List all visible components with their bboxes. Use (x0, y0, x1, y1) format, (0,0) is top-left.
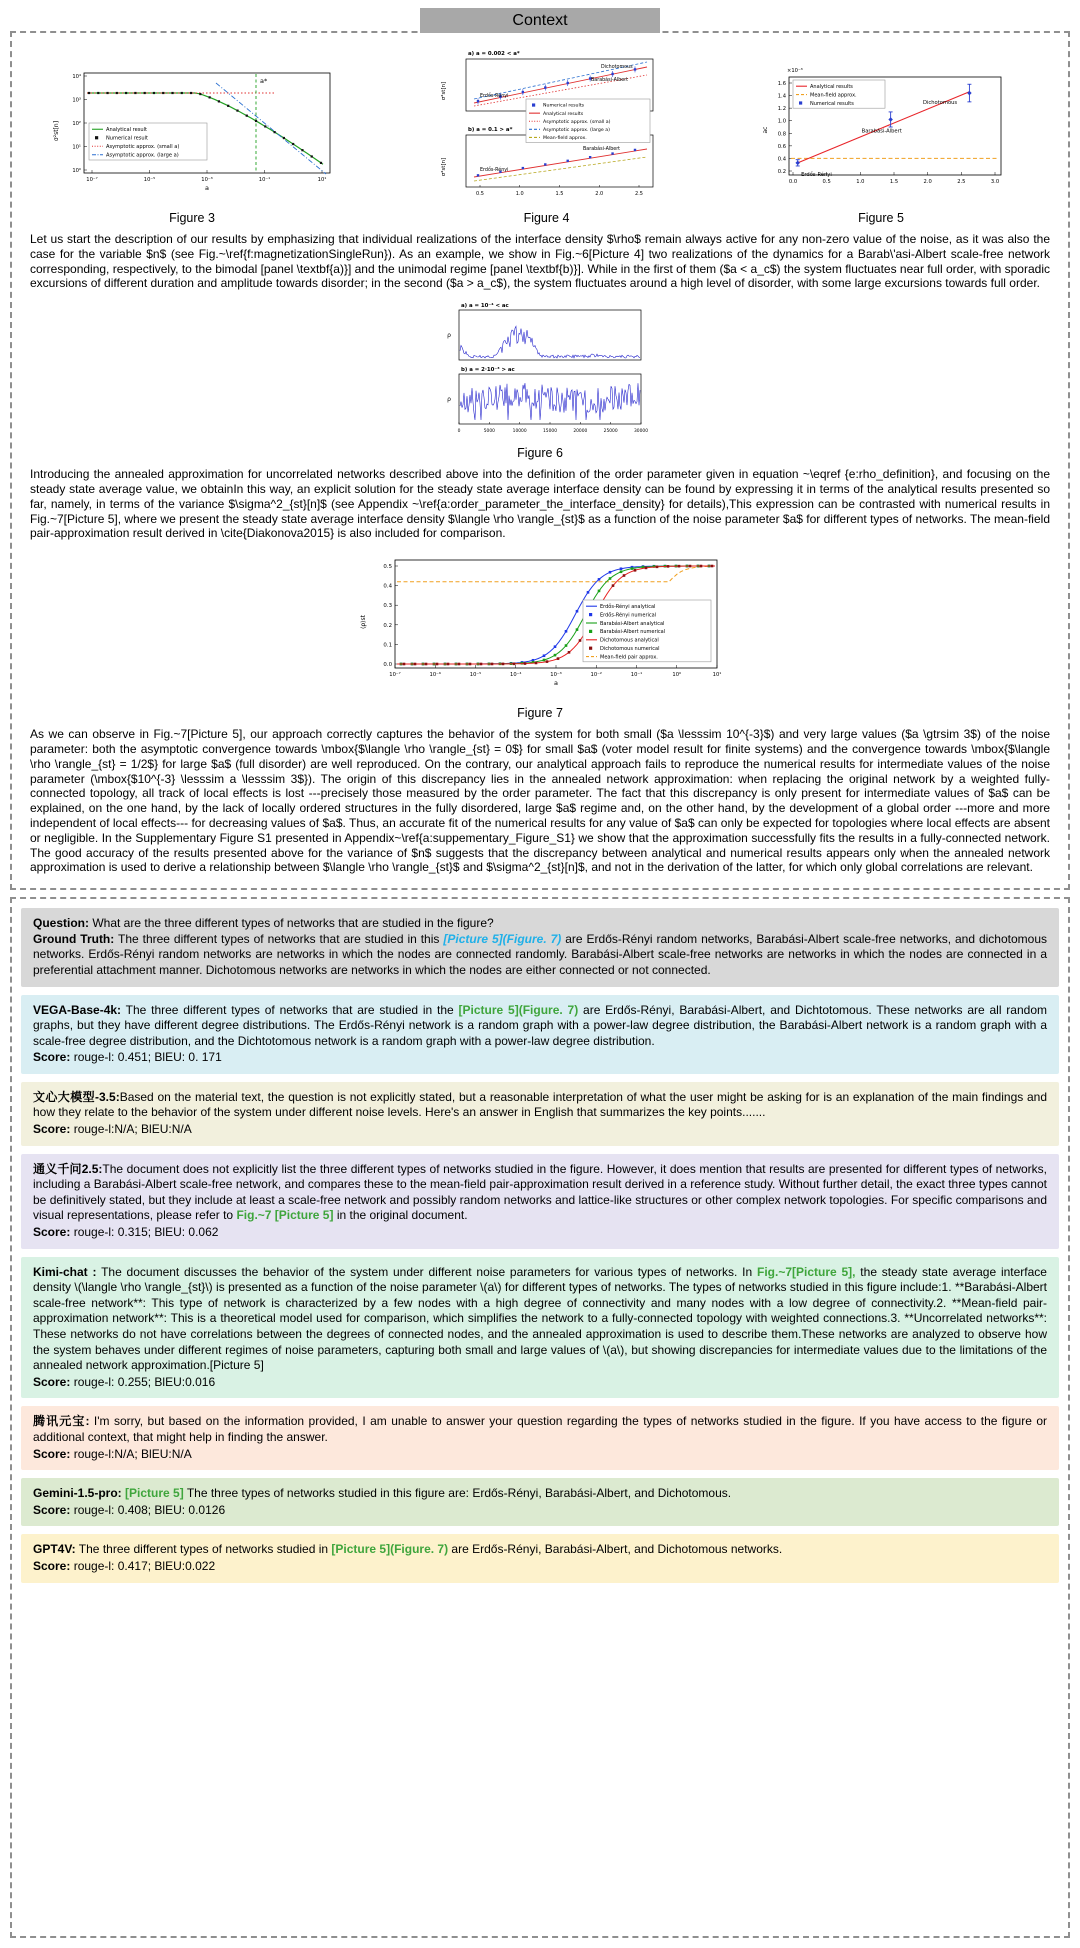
score-value: rouge-l: 0.408; BlEU: 0.0126 (70, 1502, 226, 1517)
score-value: rouge-l: 0.417; BlEU:0.022 (70, 1558, 216, 1573)
svg-text:0.1: 0.1 (382, 642, 392, 649)
svg-text:10²: 10² (72, 121, 81, 127)
svg-text:10⁻⁷: 10⁻⁷ (86, 177, 98, 183)
figure-5-plot (755, 61, 1007, 203)
svg-text:1.4: 1.4 (777, 93, 786, 100)
svg-text:Barabási-Albert: Barabási-Albert (591, 78, 629, 83)
svg-text:Asymptotic approx. (small a): Asymptotic approx. (small a) (543, 119, 611, 125)
svg-text:Erdős-Rényi: Erdős-Rényi (801, 171, 832, 178)
svg-text:0.5: 0.5 (382, 564, 392, 571)
svg-text:0.2: 0.2 (777, 169, 786, 175)
svg-text:a*: a* (260, 77, 268, 85)
svg-text:10⁻²: 10⁻² (590, 672, 602, 679)
svg-text:25000: 25000 (603, 429, 618, 435)
answer-line (33, 1003, 1047, 1050)
svg-text:Dichotomous: Dichotomous (601, 65, 633, 70)
svg-text:20000: 20000 (573, 429, 588, 435)
score-value: rouge-l: 0.315; BlEU: 0.062 (70, 1225, 219, 1240)
score-value: rouge-l:N/A; BlEU:N/A (70, 1122, 192, 1137)
svg-text:a: a (205, 184, 209, 192)
svg-text:Erdős-Rényi analytical: Erdős-Rényi analytical (599, 604, 655, 611)
svg-text:Dichotomous: Dichotomous (922, 100, 958, 107)
svg-text:10⁻⁷: 10⁻⁷ (388, 672, 401, 679)
svg-text:Erdős-Rényi: Erdős-Rényi (480, 168, 509, 173)
svg-text:10000: 10000 (512, 429, 527, 435)
answer-text: The document does not explicitly list the three different types of networks studied in the figure. However, it does mention that results are presented for different types of networks, including a Barabási-Albert scale-free network, and compares these to the mean-field pair-approximation result derived in a reference study. Without further detail, the exact three types cannot be definitively stated, but they include at least a scale-free network and possibly random networks and lattice-like structures or other complex network topologies. For specific comparisons and visual representations, please refer to Fig.~7 [Picture 5] in the original document. (33, 1161, 1047, 1223)
svg-text:Asymptotic approx. (small a): Asymptotic approx. (small a) (106, 144, 180, 151)
score-value: rouge-l: 0.255; BlEU:0.016 (70, 1374, 216, 1389)
svg-text:2.5: 2.5 (957, 179, 966, 185)
svg-text:10⁻³: 10⁻³ (201, 177, 213, 183)
answer-text: [Picture 5] The three types of networks studied in this figure are: Erdős-Rényi, Barabási-Albert, and Dichotomous. (125, 1486, 732, 1501)
svg-text:1.0: 1.0 (515, 191, 524, 197)
svg-text:⟨ρ⟩st: ⟨ρ⟩st (359, 615, 367, 630)
qa-block-question-ground-truth (21, 908, 1059, 986)
svg-text:1.0: 1.0 (777, 118, 786, 125)
ground-truth-line (33, 932, 1047, 979)
model-name: 腾讯元宝: (33, 1414, 90, 1429)
score-value: rouge-l:N/A; BlEU:N/A (70, 1446, 192, 1461)
svg-text:0.0: 0.0 (788, 179, 798, 185)
svg-text:1.0: 1.0 (856, 179, 865, 185)
answer-line (33, 1486, 1047, 1502)
svg-text:10¹: 10¹ (317, 177, 327, 183)
qa-block-tencent-yuanbao (21, 1406, 1059, 1470)
context-section (10, 31, 1070, 890)
svg-text:ρ: ρ (447, 332, 451, 340)
score-label: Score: (33, 1502, 71, 1517)
score-line (33, 1503, 1047, 1519)
question-text: What are the three different types of networks that are studied in the figure? (89, 916, 494, 931)
svg-text:Barabási-Albert numerical: Barabási-Albert numerical (599, 629, 665, 636)
svg-text:0.6: 0.6 (777, 143, 786, 150)
svg-text:ac: ac (762, 126, 769, 134)
figure-3-caption: Figure 3 (169, 211, 215, 225)
svg-text:2.5: 2.5 (635, 191, 643, 197)
figure-6-plot (429, 298, 651, 438)
figure-3 (46, 63, 338, 225)
score-line (33, 1050, 1047, 1066)
svg-text:×10⁻³: ×10⁻³ (787, 68, 803, 74)
svg-text:Asymptotic approx. (large a): Asymptotic approx. (large a) (543, 128, 610, 134)
svg-text:Analytical results: Analytical results (543, 111, 584, 117)
figure-7 (28, 548, 1052, 720)
figure-6 (28, 298, 1052, 460)
svg-text:10⁻³: 10⁻³ (549, 672, 562, 679)
figure-7-plot (353, 548, 728, 698)
svg-text:Barabási-Albert analytical: Barabási-Albert analytical (599, 620, 664, 627)
question-label: Question: (33, 916, 89, 931)
ground-truth-label: Ground Truth: (33, 931, 115, 946)
svg-text:Mean-field approx.: Mean-field approx. (543, 136, 587, 142)
svg-text:0.3: 0.3 (382, 603, 392, 610)
svg-text:10⁻⁵: 10⁻⁵ (469, 672, 481, 679)
qa-block-tongyi-qianwen-2-5 (21, 1154, 1059, 1249)
model-name: 通义千问2.5: (33, 1161, 103, 1176)
qa-block-vega-base-4k (21, 995, 1059, 1074)
svg-text:1.6: 1.6 (777, 81, 786, 87)
svg-text:15000: 15000 (543, 429, 557, 435)
svg-text:a) a = 0.002 < a*: a) a = 0.002 < a* (468, 51, 520, 57)
model-name: Gemini-1.5-pro: (33, 1486, 122, 1501)
svg-text:Numerical result: Numerical result (106, 135, 149, 142)
svg-text:2.0: 2.0 (923, 179, 932, 185)
svg-text:5000: 5000 (483, 429, 495, 435)
svg-text:0.5: 0.5 (476, 191, 484, 197)
answer-line (33, 1542, 1047, 1558)
svg-text:10⁻⁴: 10⁻⁴ (509, 672, 521, 679)
score-label: Score: (33, 1050, 71, 1065)
figure-5 (755, 61, 1007, 225)
figure-4-caption: Figure 4 (523, 211, 570, 225)
svg-text:10⁻¹: 10⁻¹ (630, 672, 642, 679)
svg-text:30000: 30000 (634, 429, 648, 435)
figures-row (28, 45, 1052, 225)
svg-text:10⁰: 10⁰ (671, 672, 681, 679)
score-value: rouge-l: 0.451; BlEU: 0. 171 (70, 1050, 222, 1065)
svg-text:10⁻¹: 10⁻¹ (258, 177, 271, 183)
svg-text:Mean-field pair approx.: Mean-field pair approx. (599, 654, 658, 661)
svg-text:0.0: 0.0 (382, 662, 392, 669)
svg-text:Barabási-Albert: Barabási-Albert (583, 147, 621, 152)
score-label: Score: (33, 1446, 71, 1461)
svg-text:Analytical results: Analytical results (810, 84, 853, 90)
svg-text:ρ: ρ (447, 396, 451, 404)
figure-4 (434, 45, 659, 225)
score-label: Score: (33, 1558, 71, 1573)
ground-truth-text: The three different types of networks that are studied in this [Picture 5](Figure. 7) are Erdős-Rényi random networks, Barabási-Albert scale-free networks, and dichotomous networks. Erdős-Rényi random networks are networks in which the nodes are connected randomly. Barabási-Albert scale-free networks are networks in which the nodes are connected in a preferential attachment manner. Dichotomous networks are networks in which the nodes are either connected or not connected. (33, 931, 1048, 977)
score-line (33, 1122, 1047, 1138)
svg-text:Numerical results: Numerical results (543, 103, 585, 109)
answer-text: The three different types of networks studied in [Picture 5](Figure. 7) are Erdős-Rényi, Barabási-Albert, and Dichotomous networks. (75, 1542, 783, 1557)
svg-text:Analytical result: Analytical result (106, 127, 148, 134)
svg-text:3.0: 3.0 (990, 179, 1000, 185)
svg-text:Barabási-Albert: Barabási-Albert (861, 128, 902, 135)
model-name: 文心大模型-3.5: (33, 1089, 120, 1104)
svg-text:10⁴: 10⁴ (72, 74, 81, 80)
score-line (33, 1447, 1047, 1463)
model-name: Kimi-chat : (33, 1264, 97, 1279)
svg-text:Asymptotic approx. (large a): Asymptotic approx. (large a) (106, 152, 179, 159)
svg-text:0.2: 0.2 (382, 622, 392, 629)
svg-text:σ²st[n]: σ²st[n] (53, 120, 60, 142)
score-line (33, 1375, 1047, 1391)
answer-text: The document discusses the behavior of the system under different noise parameters for various types of networks. In Fig.~7[Picture 5], the steady state average interface density \(\langle \rho \rangle_{st}\) is presented as a function of the noise parameter \(a\) for different types of networks. The types of networks studied in this figure include:1. **Barabási-Albert scale-free network**: This type of network is characterized by a few nodes with a high degree of connectivity and many nodes with a low degree of connectivity.2. **Mean-field pair-approximation network**: This is a theoretical model used for comparison, which simplifies the network to a fully-connected topology with weighted connections.3. **Uncorrelated networks**: These networks do not have correlations between the degrees of connected nodes, and the annealed approximation is used to describe them.These networks are analyzed to observe how the system behaves under different regimes of noise parameters, capturing both small and large values of \(a\), but showing discrepancies for intermediate values due to the limitations of the annealed network approximation.[Picture 5] (33, 1264, 1047, 1373)
score-label: Score: (33, 1122, 71, 1137)
score-label: Score: (33, 1225, 71, 1240)
svg-text:b) a = 0.1 > a*: b) a = 0.1 > a* (468, 127, 513, 133)
svg-text:Mean-field approx.: Mean-field approx. (810, 92, 857, 99)
answer-text: Based on the material text, the question is not explicitly stated, but a reasonable interpretation of what the user might be asking for is an explanation of the main findings and how they relate to the behavior of the system under different noise levels. Here's an answer in English that summarizes the key points....... (33, 1089, 1048, 1120)
svg-text:Dichotomous analytical: Dichotomous analytical (599, 637, 659, 644)
figure-5-caption: Figure 5 (858, 211, 904, 225)
page-title: Context (420, 8, 660, 33)
svg-text:0: 0 (457, 429, 461, 435)
svg-text:σ²st[n]: σ²st[n] (441, 157, 447, 177)
svg-text:10¹: 10¹ (712, 672, 721, 679)
qa-section (10, 897, 1070, 1938)
answer-line (33, 1162, 1047, 1224)
svg-text:0.4: 0.4 (777, 156, 786, 163)
figure-3-plot (46, 63, 338, 203)
answer-line (33, 1414, 1047, 1445)
svg-text:a: a (553, 679, 558, 688)
svg-text:0.4: 0.4 (382, 583, 392, 590)
model-name: VEGA-Base-4k: (33, 1002, 122, 1017)
answer-line (33, 1265, 1047, 1374)
question-line (33, 916, 1047, 932)
figure-6-caption: Figure 6 (517, 446, 563, 461)
svg-text:0.5: 0.5 (822, 179, 831, 185)
score-line (33, 1559, 1047, 1575)
svg-text:Dichotomous numerical: Dichotomous numerical (599, 646, 659, 653)
svg-text:Erdős-Rényi: Erdős-Rényi (480, 94, 509, 99)
svg-text:1.2: 1.2 (777, 106, 786, 113)
svg-text:10¹: 10¹ (72, 144, 81, 151)
qa-block-wenxin-3-5 (21, 1082, 1059, 1146)
answer-line (33, 1090, 1047, 1121)
score-label: Score: (33, 1374, 71, 1389)
svg-text:σ²st[n]: σ²st[n] (441, 81, 447, 101)
answer-text: The three different types of networks that are studied in the [Picture 5](Figure. 7) are Erdős-Rényi, Barabási-Albert, and Dichtotomous. These networks are all random graphs, but they have different degree distributions. The Erdős-Rényi network is a random graph with a power-law degree distribution, the Barabási-Albert network is a random graph with a scale-free degree distribution, and the Dichtotomous network is a random graph with a power-law degree distribution. (33, 1002, 1047, 1048)
svg-text:0.8: 0.8 (777, 131, 786, 138)
score-line (33, 1225, 1047, 1241)
figure-7-caption: Figure 7 (517, 706, 563, 721)
svg-text:a) a = 10⁻⁴ < ac: a) a = 10⁻⁴ < ac (461, 303, 509, 310)
svg-text:1.5: 1.5 (555, 191, 564, 197)
answer-text: I'm sorry, but based on the information provided, I am unable to answer your question regarding the types of networks studied in the figure. If you have access to the figure or additional context, that might help in finding the answer. (33, 1414, 1047, 1444)
svg-text:1.5: 1.5 (889, 179, 899, 185)
paragraph-3: As we can observe in Fig.~7[Picture 5], our approach correctly captures the behavior of the system for both small ($a \lesssim 10^{-3}$) and very large values ($a \gtrsim 3$) of the noise parameter: both the asymptotic convergence towards \mbox{$\langle \rho \rangle_{st} = 0$} for small $a$ (voter model result for finite systems) and the convergence towards \mbox{$\langle \rho \rangle_{st} = 1/2$} for large $a$ (full disorder) are well reproduced. On the contrary, our analytical approach fails to reproduce the numerical results for intermediate values of the noise parameter (\mbox{$10^{-3} \lesssim a \lesssim 3$}). The origin of this discrepancy lies in the annealed network approximation: when replacing the original network by a weighted fully-connected topology, all track of local effects is lost ---precisely those measured by the order parameter. The fact that this discrepancy is only present for intermediate values of $a$ can be explained, on the one hand, by the lack of locally ordered structures in the fully disordered, large $a$ regime and, on the other hand, by the development of a global order ---more and more independent of local effects--- for decreasing values of $a$. Thus, an accurate fit of the numerical results for any value of $a$ can only be expected for topologies where local effects are absent or negligible. In the Supplementary Figure S1 presented in Appendix~\ref{a:suppementary_Figure_S1} we show that the approximation successfully fits the results in a fully-connected network. The good accuracy of the results presented above for the variance of $n$ suggests that the discrepancy between analytical and numerical results appears only when the annealed network approximation is used to derive a relationship between $\langle \rho \rangle_{st}$ and $\sigma^2_{st}[n]$, and not in the derivation of the latter, for which only global correlations are relevant. (30, 727, 1050, 875)
svg-text:2.0: 2.0 (595, 191, 604, 197)
figure-4-plot (434, 45, 659, 203)
model-name: GPT4V: (33, 1542, 76, 1557)
svg-text:Numerical results: Numerical results (810, 100, 854, 107)
svg-text:10⁻⁵: 10⁻⁵ (143, 177, 156, 183)
svg-text:b) a = 2·10⁻³ > ac: b) a = 2·10⁻³ > ac (461, 367, 515, 374)
svg-text:10³: 10³ (72, 97, 81, 104)
qa-block-gemini-1-5-pro (21, 1478, 1059, 1526)
qa-block-kimi-chat (21, 1257, 1059, 1399)
paragraph-2: Introducing the annealed approximation for uncorrelated networks described above into the definition of the order parameter given in equation ~\eqref {e:rho_definition}, and focusing on the steady state average value, we obtainIn this way, an explicit solution for the steady state average interface density can be found by expressing it in terms of the analytical results presented so far, namely, in terms of the variance $\sigma^2_{st}[n]$ (see Appendix ~\ref{a:order_parameter_the_interface_density} for details),This expression can be contrasted with numerical results in Fig.~7[Picture 5], where we present the steady state average interface density $\langle \rho \rangle_{st}$ as a function of the noise parameter $a$ for different types of networks. The mean-field pair-approximation result derived in \cite{Diakonova2015} is also included for comparison. (30, 467, 1050, 541)
paragraph-1: Let us start the description of our results by emphasizing that individual realizations of the interface density $\rho$ remain always active for any non-zero value of the noise, as it was also the case for the variable $n$ (see Fig.~\ref{f:magnetizationSingleRun}). As an example, we show in Fig.~6[Picture 4] two realizations of the dynamics for a Barab\'asi-Albert scale-free network corresponding, respectively, to the bimodal [panel \textbf{a)}] and the unimodal regime [panel \textbf{b)}]. While in the first of them ($a < a_c$) the system fluctuates near full order, with sporadic excursions of different duration and amplitude towards disorder; in the second ($a > a_c$), the system fluctuates around a high level of disorder, with some large excursions towards full order. (30, 232, 1050, 291)
svg-text:10⁰: 10⁰ (72, 168, 81, 174)
svg-text:Erdős-Rényi numerical: Erdős-Rényi numerical (599, 612, 656, 619)
qa-block-gpt4v (21, 1534, 1059, 1582)
svg-text:10⁻⁶: 10⁻⁶ (429, 672, 441, 679)
